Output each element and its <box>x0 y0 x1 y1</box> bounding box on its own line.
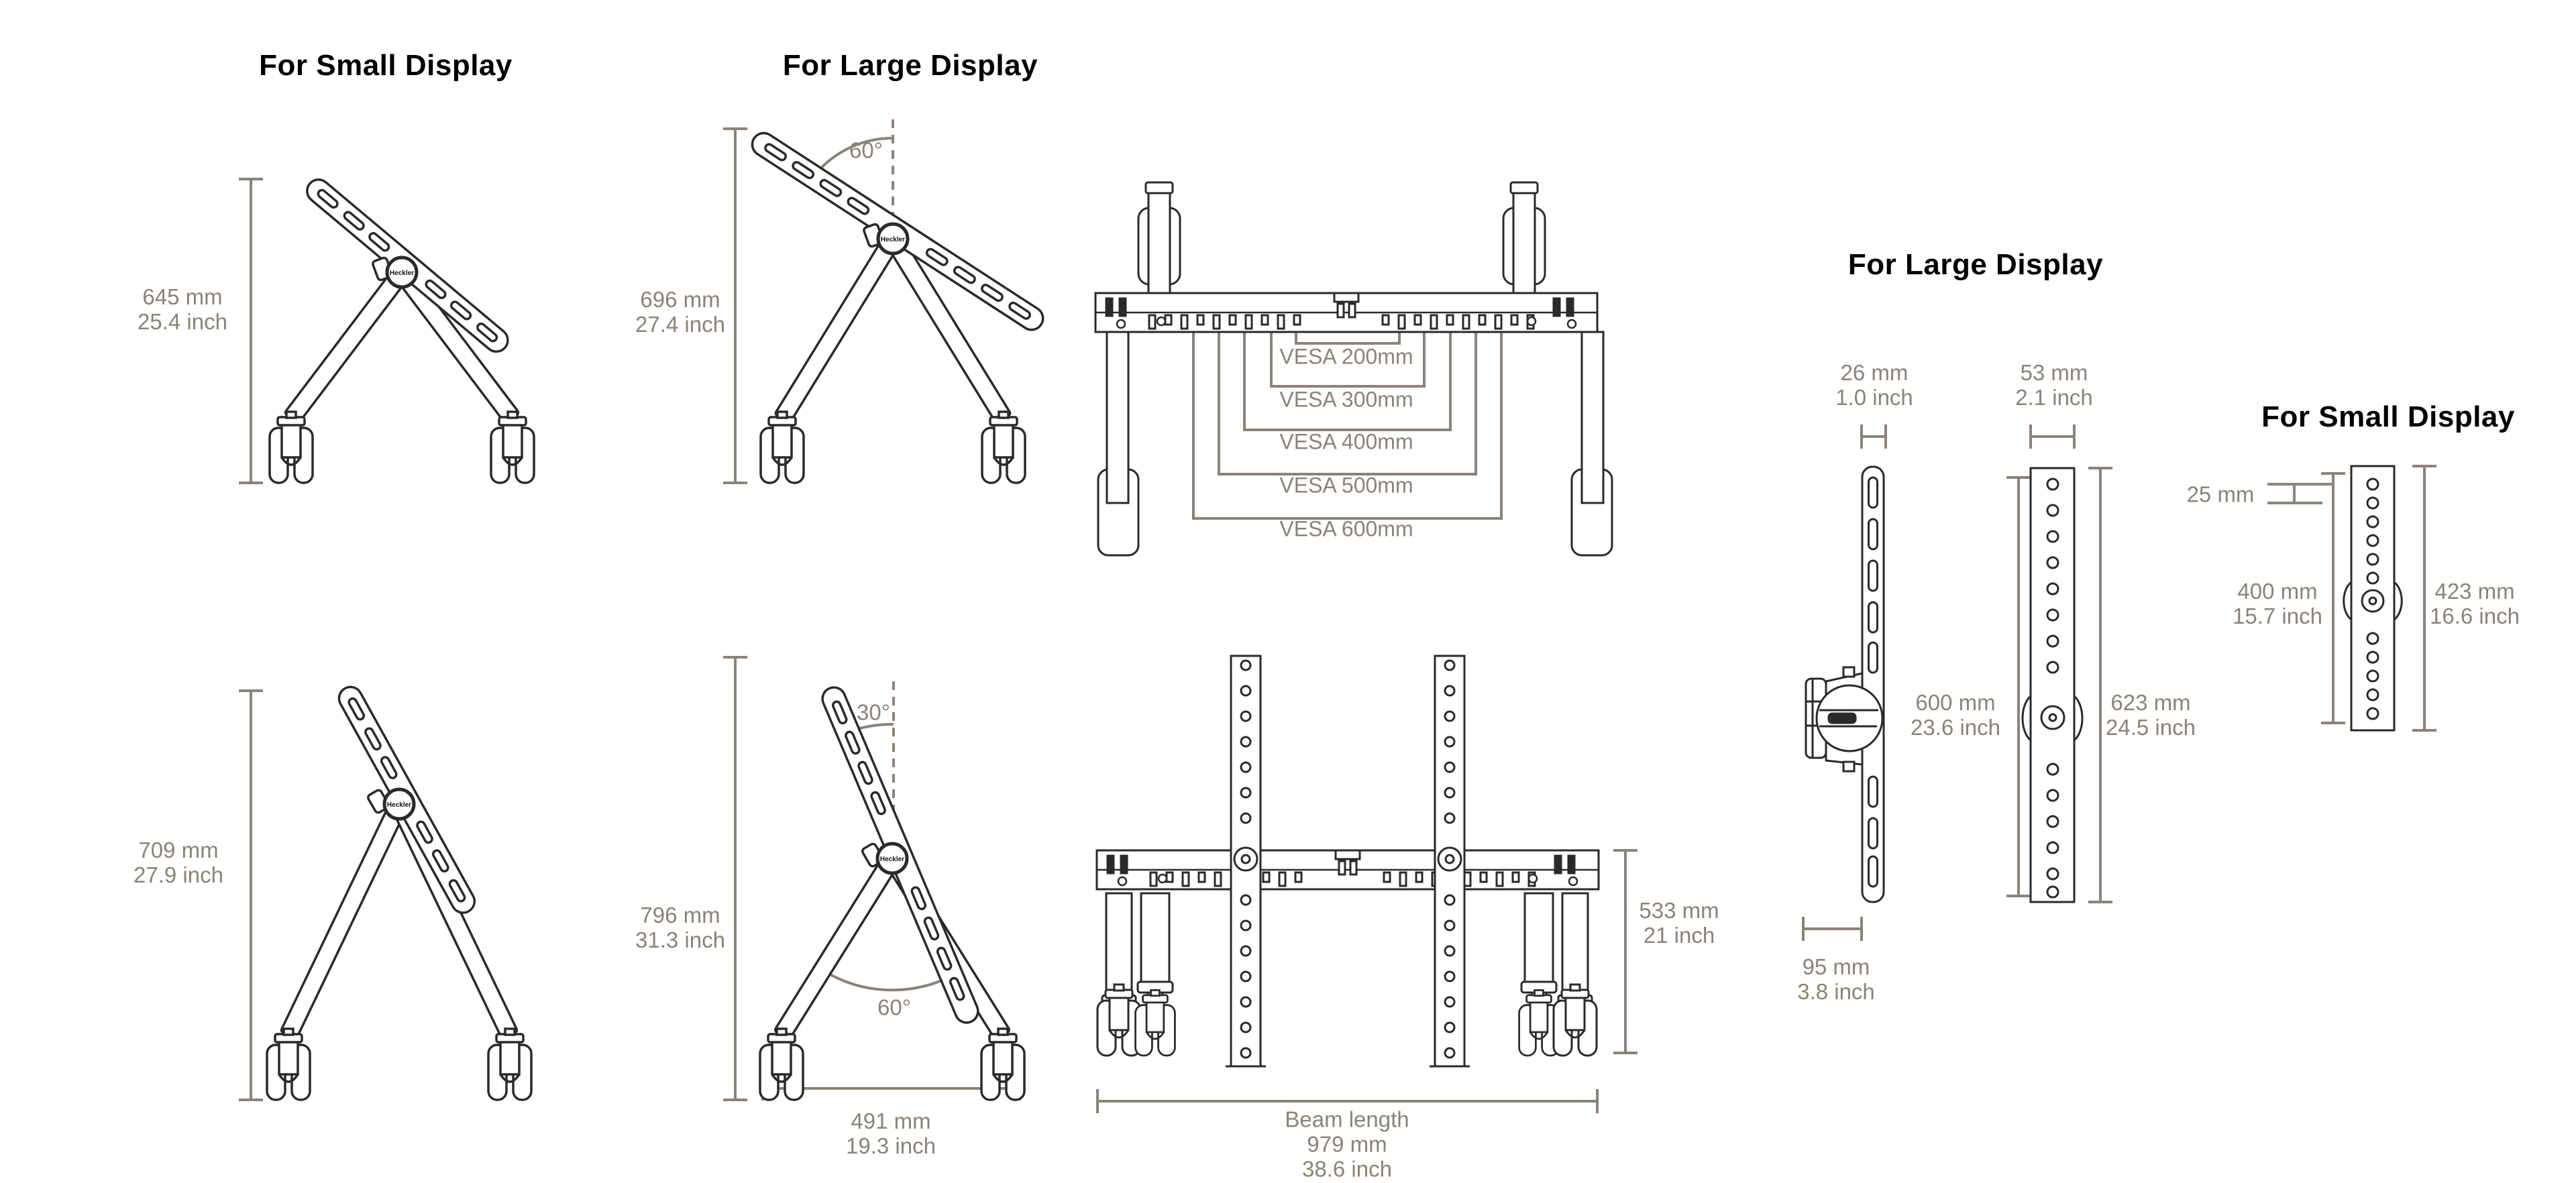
dim-533-label: 533 mm 21 inch <box>1639 898 1719 948</box>
dim-400-label: 400 mm 15.7 inch <box>2233 579 2322 628</box>
dim-491-label: 491 mm 19.3 inch <box>846 1109 936 1158</box>
bracket-large-front <box>2023 468 2082 902</box>
dim-796-label: 796 mm 31.3 inch <box>635 903 725 952</box>
angle-leg-60-label: 60° <box>877 995 911 1020</box>
vesa-500-label: VESA 500mm <box>1279 473 1413 498</box>
hub-logo: Heckler <box>389 270 415 277</box>
dim-400-line <box>2321 473 2345 723</box>
vesa-400-label: VESA 400mm <box>1279 429 1413 454</box>
dim-696-line <box>723 129 747 483</box>
dim-423-label: 423 mm 16.6 inch <box>2430 579 2520 628</box>
stand-small-upright <box>267 683 531 1100</box>
hub-logo: Heckler <box>880 236 906 243</box>
dim-53-label: 53 mm 2.1 inch <box>2015 360 2093 410</box>
title-bracket-large: For Large Display <box>1847 248 2104 281</box>
hub-logo: Heckler <box>386 801 412 809</box>
dim-600-label: 600 mm 23.6 inch <box>1911 690 2000 740</box>
dim-95-label: 95 mm 3.8 inch <box>1797 954 1875 1004</box>
bracket-large-side <box>1806 467 1884 902</box>
stand-large-tilted <box>748 129 1047 483</box>
dim-533-line <box>1613 850 1638 1053</box>
angle-30-label: 30° <box>857 699 890 725</box>
angle-60-label: 60° <box>849 137 883 163</box>
dim-26-label: 26 mm 1.0 inch <box>1835 360 1913 410</box>
vesa-600-label: VESA 600mm <box>1279 516 1413 541</box>
title-stand-large: For Large Display <box>782 49 1038 82</box>
title-stand-small: For Small Display <box>259 49 513 82</box>
dim-623-line <box>2088 468 2112 902</box>
dim-95-line <box>1803 917 1862 941</box>
dimension-lines <box>239 119 2436 1113</box>
hub-logo: Heckler <box>879 856 905 863</box>
bracket-small-front <box>2344 466 2402 730</box>
cart-front-diagram <box>1097 656 1599 1066</box>
dim-beam-label: Beam length 979 mm 38.6 inch <box>1285 1107 1409 1182</box>
dim-796-line <box>723 657 747 1100</box>
vesa-300-label: VESA 300mm <box>1279 387 1413 412</box>
dim-26-line <box>1862 425 1886 449</box>
dim-25-step <box>2267 484 2333 503</box>
dim-25-label: 25 mm <box>2186 482 2255 507</box>
dim-696-label: 696 mm 27.4 inch <box>635 287 725 337</box>
dim-645-label: 645 mm 25.4 inch <box>138 284 227 334</box>
dim-709-line <box>239 691 263 1100</box>
title-bracket-small: For Small Display <box>2261 400 2515 433</box>
dim-645-line <box>239 179 263 483</box>
dim-623-label: 623 mm 24.5 inch <box>2106 690 2196 740</box>
stand-small-tilted <box>270 175 534 483</box>
dim-600-line <box>2006 477 2031 896</box>
dim-709-label: 709 mm 27.9 inch <box>133 838 223 887</box>
dim-53-line <box>2031 425 2074 449</box>
vesa-200-label: VESA 200mm <box>1279 344 1413 369</box>
